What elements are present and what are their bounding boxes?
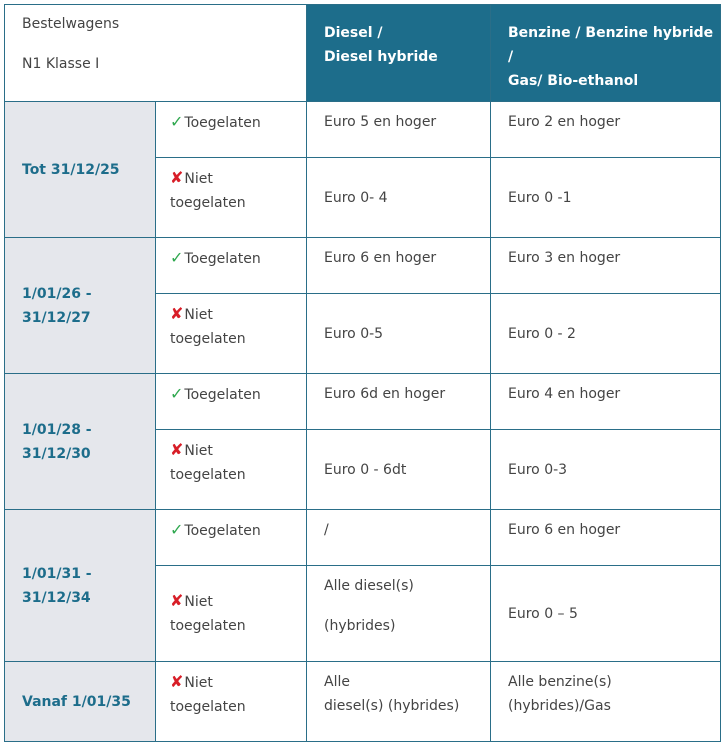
period-label: Tot 31/12/25: [5, 102, 156, 238]
table-row: [5, 662, 721, 742]
checkmark-icon: ✓: [170, 248, 184, 267]
benzine-allowed-value: Euro 6 en hoger: [491, 510, 721, 566]
cross-icon: ✘: [170, 440, 184, 459]
checkmark-icon: ✓: [170, 384, 184, 403]
table-row: [5, 374, 721, 430]
allowed-status: ✓Toegelaten: [156, 510, 307, 566]
checkmark-icon: ✓: [170, 520, 184, 539]
benzine-denied-value: Euro 0 - 2: [491, 294, 721, 374]
diesel-allowed-value: Euro 6d en hoger: [307, 374, 491, 430]
period-label: Vanaf 1/01/35: [5, 662, 156, 742]
diesel-header-line1: Diesel /: [324, 25, 383, 41]
diesel-header: [307, 5, 491, 102]
benzine-denied-value: Euro 0-3: [491, 430, 721, 510]
table-row: [5, 238, 721, 294]
cross-icon: ✘: [170, 591, 184, 610]
benzine-header-line1: Benzine / Benzine hybride /: [508, 25, 714, 65]
benzine-allowed-value: Euro 2 en hoger: [491, 102, 721, 158]
diesel-allowed-value: Euro 5 en hoger: [307, 102, 491, 158]
not-allowed-status: ✘Niet toegelaten: [156, 158, 307, 238]
table-row: [5, 510, 721, 566]
diesel-denied-value: Euro 0-5: [307, 294, 491, 374]
allowed-status: ✓Toegelaten: [156, 102, 307, 158]
vehicle-type-label: Bestelwagens: [22, 16, 120, 32]
checkmark-icon: ✓: [170, 112, 184, 131]
allowed-status: ✓Toegelaten: [156, 374, 307, 430]
benzine-denied-value: Euro 0 -1: [491, 158, 721, 238]
diesel-denied-value: Euro 0- 4: [307, 158, 491, 238]
benzine-header-line2: Gas/ Bio-ethanol: [508, 73, 639, 89]
not-allowed-status: ✘Niet toegelaten: [156, 294, 307, 374]
diesel-allowed-value: Euro 6 en hoger: [307, 238, 491, 294]
header-row: [5, 5, 721, 102]
allowed-status: ✓Toegelaten: [156, 238, 307, 294]
cross-icon: ✘: [170, 168, 184, 187]
benzine-allowed-value: Euro 4 en hoger: [491, 374, 721, 430]
diesel-denied-value: Alle diesel(s) (hybrides): [307, 662, 491, 742]
not-allowed-status: ✘Niet toegelaten: [156, 662, 307, 742]
benzine-header: [491, 5, 721, 102]
diesel-denied-value: Euro 0 - 6dt: [307, 430, 491, 510]
vehicle-class-label: N1 Klasse I: [22, 56, 100, 72]
emission-rules-table: [4, 4, 721, 742]
not-allowed-status: ✘Niet toegelaten: [156, 430, 307, 510]
table-row: [5, 102, 721, 158]
cross-icon: ✘: [170, 304, 184, 323]
benzine-denied-value: Euro 0 – 5: [491, 566, 721, 662]
diesel-header-line2: Diesel hybride: [324, 49, 438, 65]
benzine-denied-value: Alle benzine(s) (hybrides)/Gas: [491, 662, 721, 742]
period-label: 1/01/28 - 31/12/30: [5, 374, 156, 510]
period-label: 1/01/31 - 31/12/34: [5, 510, 156, 662]
cross-icon: ✘: [170, 672, 184, 691]
period-label: 1/01/26 - 31/12/27: [5, 238, 156, 374]
vehicle-class-header: [5, 5, 307, 102]
diesel-denied-value: Alle diesel(s) (hybrides): [307, 566, 491, 662]
not-allowed-status: ✘Niet toegelaten: [156, 566, 307, 662]
benzine-allowed-value: Euro 3 en hoger: [491, 238, 721, 294]
diesel-allowed-value: /: [307, 510, 491, 566]
